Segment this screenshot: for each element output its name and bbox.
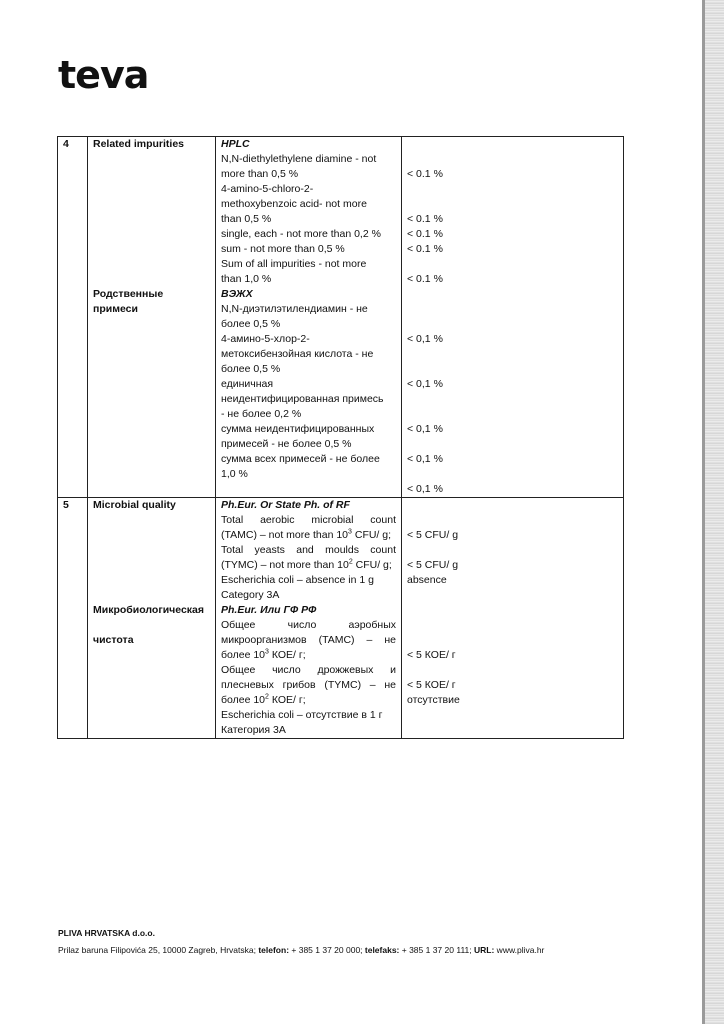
requirement-line: примесей - не более 0,5 % [221,438,352,450]
requirement-line: than 0,5 % [221,213,272,225]
footer-contacts [58,942,544,959]
method-en: Ph.Eur. Or State Ph. of RF [221,499,350,511]
result-cell [402,498,624,739]
row-number-cell [58,137,88,498]
method-en: HPLC [221,138,250,150]
footer [58,925,544,959]
requirement-line: N,N-диэтилэтилендиамин - не [221,303,368,315]
requirement-line: Общее число дрожжевых и [221,664,396,676]
requirement-line: микроорганизмов (TAMC) – не [221,634,396,646]
parameter-ru: Родственные примеси [93,288,164,315]
requirement-cell [216,498,402,739]
requirement-line: более 0,5 % [221,363,281,375]
requirement-line: Total yeasts and moulds count [221,544,396,556]
requirement-line: single, each - not more than 0,2 % [221,228,381,240]
requirement-line: N,N-diethylethylene diamine - not [221,153,377,165]
result-value: отсутствие [407,694,460,706]
result-value: < 0.1 % [407,273,443,285]
footer-address: Prilaz baruna Filipovića 25, 10000 Zagreb, Hrvatska; [58,945,259,955]
requirement-line: - не более 0,2 % [221,408,302,420]
result-value: absence [407,574,447,586]
footer-company: PLIVA HRVATSKA d.o.o. [58,928,155,938]
teva-logo: teva [58,53,149,97]
parameter-ru: чистота [93,634,134,646]
method-ru: ВЭЖХ [221,288,253,300]
row-number: 4 [63,138,69,150]
result-value: < 0,1 % [407,483,443,495]
requirement-line: неидентифицированная примесь [221,393,384,405]
scan-edge [702,0,724,1024]
parameter-ru: Микробиологическая [93,604,205,616]
requirement-line: более $10^2$ КОЕ/ г; [221,693,306,706]
requirement-line: Escherichia coli – absence in 1 g [221,574,374,586]
footer-url-label: URL: [474,945,495,955]
result-value: < 5 КОЕ/ г [407,679,456,691]
requirement-line: Escherichia coli – отсутствие в 1 г [221,709,383,721]
requirement-line: 1,0 % [221,468,248,480]
requirement-line: Общее число аэробных [221,619,396,631]
row-number: 5 [63,499,69,511]
scan-edge-line [702,0,705,1024]
method-ru: Ph.Eur. Или ГФ РФ [221,604,317,616]
requirement-line: Категория 3A [221,724,286,736]
requirement-line: плесневых грибов (TYMC) – не [221,679,396,691]
requirement-line: 4-amino-5-chloro-2- [221,183,314,195]
requirement-line: метоксибензойная кислота - не [221,348,374,360]
parameter-en: Related impurities [93,138,185,150]
result-value: < 5 CFU/ g [407,559,459,571]
requirement-cell [216,137,402,498]
result-value: < 0.1 % [407,213,443,225]
requirement-line: сумма неидентифицированных [221,423,375,435]
result-value: < 0,1 % [407,333,443,345]
requirement-line: (TYMC) – not more than $10^2$ CFU/ g; [221,558,392,571]
footer-url: www.pliva.hr [494,945,545,955]
requirement-line: sum - not more than 0,5 % [221,243,345,255]
table-row [58,137,624,498]
requirement-line: than 1,0 % [221,273,272,285]
footer-fax: + 385 1 37 20 111; [399,945,474,955]
requirement-line: единичная [221,378,274,390]
footer-tel-label: telefon: [258,945,290,955]
footer-fax-label: telefaks: [364,945,400,955]
result-value: < 0.1 % [407,168,443,180]
parameter-cell [88,137,216,498]
requirement-line: сумма всех примесей - не более [221,453,380,465]
requirement-line: (TAMC) – not more than $10^3$ CFU/ g; [221,528,392,541]
requirement-line: methoxybenzoic acid- not more [221,198,367,210]
parameter-cell [88,498,216,739]
requirement-line: more than 0,5 % [221,168,299,180]
requirement-line: Total aerobic microbial count [221,514,396,526]
requirement-line: Sum of all impurities - not more [221,258,367,270]
row-number-cell [58,498,88,739]
requirement-line: Category 3A [221,589,280,601]
result-value: < 5 CFU/ g [407,529,459,541]
result-value: < 0,1 % [407,423,443,435]
table-row [58,498,624,739]
footer-tel: + 385 1 37 20 000; [289,945,365,955]
result-cell [402,137,624,498]
requirement-line: более 0,5 % [221,318,281,330]
requirement-line: 4-амино-5-хлор-2- [221,333,310,345]
result-value: < 0,1 % [407,378,443,390]
result-value: < 0,1 % [407,453,443,465]
result-value: < 0.1 % [407,228,443,240]
result-value: < 0.1 % [407,243,443,255]
specification-table [57,136,624,739]
result-value: < 5 КОЕ/ г [407,649,456,661]
requirement-line: более $10^3$ КОЕ/ г; [221,648,306,661]
parameter-en: Microbial quality [93,499,176,511]
